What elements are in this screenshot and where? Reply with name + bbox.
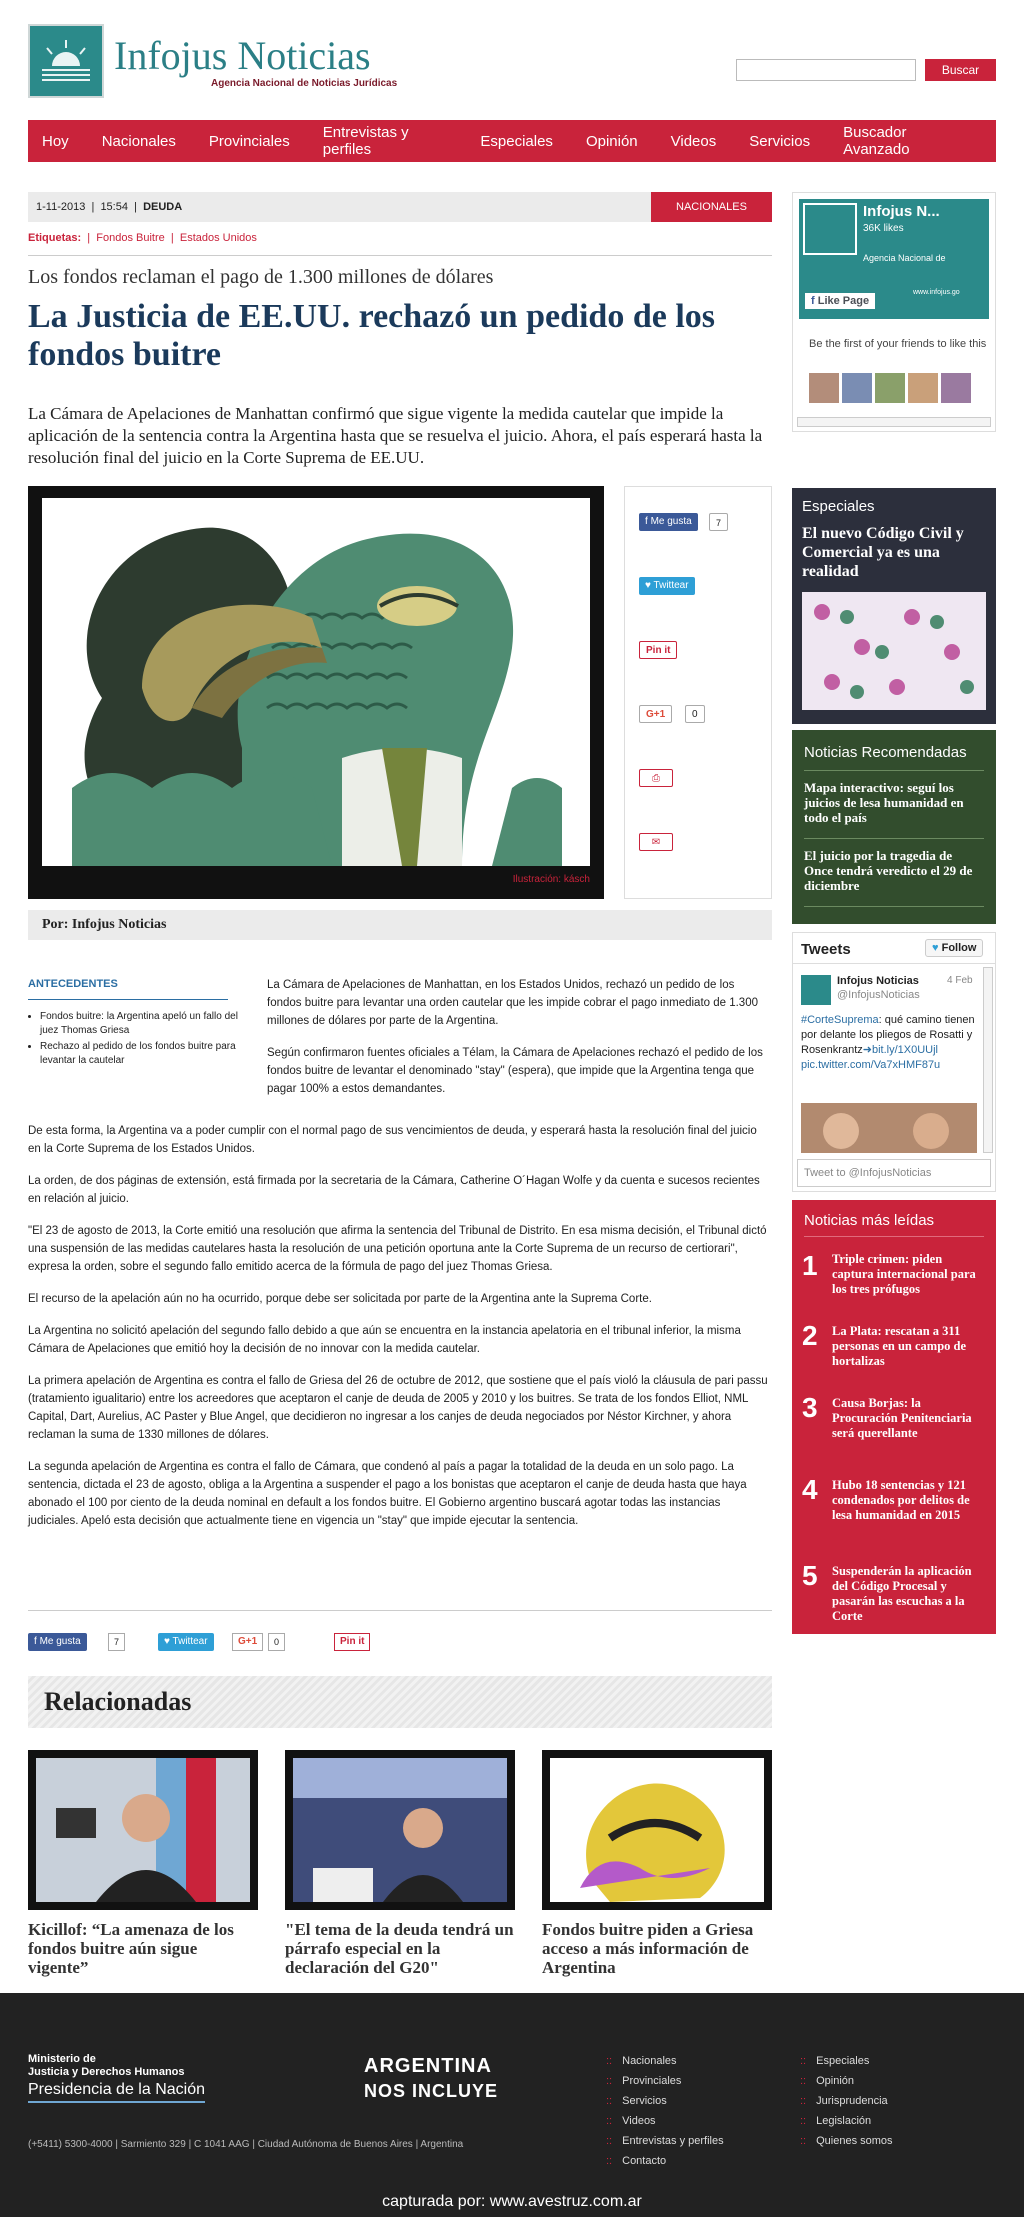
rank-number: 4 — [802, 1474, 818, 1505]
divider — [793, 963, 995, 964]
fb-like-label: Me gusta — [39, 1636, 81, 1647]
mas-leida-link[interactable]: La Plata: rescatan a 311 personas en un campo de hortalizas — [832, 1324, 967, 1368]
capture-credit: capturada por: www.avestruz.com.ar — [382, 2193, 642, 2210]
nav-opinion[interactable]: Opinión — [585, 132, 638, 150]
divider — [804, 838, 984, 839]
fb-friends-text: Be the first of your friends to like this — [809, 338, 987, 350]
footer-presidency-logo[interactable]: Presidencia de la Nación — [28, 2081, 205, 2103]
antecedentes-list — [28, 1010, 238, 1070]
recomendada-link[interactable]: El juicio por la tragedia de Once tendrá veredicto el 29 de diciembre — [804, 848, 973, 893]
recomendada-link[interactable]: Mapa interactivo: seguí los juicios de lesa humanidad en todo el país — [804, 780, 964, 825]
tweet-button-bottom[interactable] — [158, 1633, 214, 1651]
tweet-label: Twittear — [172, 1636, 208, 1647]
footer-link[interactable]: :: Contacto — [606, 2155, 666, 2167]
recomendadas-widget — [792, 730, 996, 924]
fb-page-name[interactable]: Infojus N... — [863, 203, 940, 220]
footer-ministry-line2: Justicia y Derechos Humanos — [28, 2066, 185, 2078]
related-heading: Relacionadas — [28, 1676, 772, 1728]
article-illustration[interactable] — [42, 498, 590, 866]
fb-like-page-button[interactable] — [805, 293, 875, 309]
divider — [28, 1610, 772, 1611]
facebook-widget — [792, 192, 996, 432]
tweet-date[interactable]: 4 Feb — [947, 975, 973, 986]
gplus-count: 0 — [268, 1633, 285, 1651]
tweet-link-text: bit.ly/1X0UUjl — [871, 1044, 939, 1056]
tweet-user[interactable]: Infojus Noticias — [837, 975, 919, 987]
email-icon[interactable]: ✉ — [639, 833, 673, 851]
tweet-link[interactable]: ➜bit.ly/1X0UUjl — [862, 1044, 939, 1056]
nav-servicios[interactable]: Servicios — [749, 132, 811, 150]
tags: Etiquetas: | Fondos Buitre | Estados Unidos — [28, 232, 257, 244]
twitter-bird-icon: ♥ — [164, 1636, 173, 1647]
fb-like-page-label: Like Page — [817, 295, 870, 307]
mas-leida-link[interactable]: Suspenderán la aplicación del Código Procesal y pasarán las escuchas a la Corte — [832, 1564, 972, 1623]
search-button[interactable]: Buscar — [925, 59, 996, 81]
search-input[interactable] — [736, 59, 916, 81]
nav-especiales[interactable]: Especiales — [480, 132, 553, 150]
footer-link[interactable]: :: Provinciales — [606, 2075, 681, 2087]
mas-leidas-widget — [792, 1200, 996, 1634]
nav-nacionales[interactable]: Nacionales — [101, 132, 176, 150]
tag-link[interactable]: Fondos Buitre — [96, 232, 165, 244]
related-image[interactable] — [28, 1750, 258, 1910]
tweet-pic-link[interactable]: pic.twitter.com/Va7xHMF87u — [801, 1059, 941, 1071]
paragraph: La primera apelación de Argentina es contra el fallo de Griesa del 26 de octubre de 2012, que sostiene que el país violó la cláusula de pari passu (tratamiento igualitario) entre los acreedores que aceptaron el canje de deuda de 2005 y 2010 y los buitres. Se trata de los fondos Elliot, NML Capital, Dart, Aurelius, AC Paster y Blue Angel, que decidieron no ingresar a los canjes de deuda negociados por Néstor Kirchner, y ahora reclaman la suma de 1330 millones de dólares. — [28, 1375, 768, 1441]
article-body — [28, 1122, 772, 1544]
avatar[interactable] — [941, 373, 971, 403]
related-title[interactable]: Kicillof: “La amenaza de los fondos buitre aún sigue vigente” — [28, 1920, 234, 1977]
main-nav — [28, 120, 996, 162]
category-badge[interactable]: NACIONALES — [651, 192, 772, 222]
tweet-text — [801, 1013, 977, 1073]
divider — [804, 770, 984, 771]
nav-videos[interactable]: Videos — [670, 132, 717, 150]
twitter-bird-icon: ♥ — [645, 580, 654, 591]
gplus-count: 0 — [685, 705, 705, 723]
facebook-icon: f — [645, 516, 651, 527]
footer-link[interactable]: :: Videos — [606, 2115, 656, 2127]
google-plus-button-bottom[interactable]: G+1 — [232, 1633, 263, 1651]
nav-buscador[interactable]: Buscador Avanzado — [843, 124, 910, 158]
fb-likes: 36K likes — [863, 223, 904, 234]
footer-link[interactable]: :: Quienes somos — [800, 2135, 893, 2147]
fb-like-count: 7 — [709, 513, 728, 531]
tweet-compose-input[interactable]: Tweet to @InfojusNoticias — [797, 1159, 991, 1187]
pinterest-button-bottom[interactable]: Pin it — [334, 1633, 370, 1651]
footer-link[interactable]: :: Opinión — [800, 2075, 854, 2087]
antecedentes-title: ANTECEDENTES — [28, 978, 118, 990]
paragraph: De esta forma, la Argentina va a poder cumplir con el normal pago de sus vencimientos de deuda, y esperará hasta la resolución final del juicio en la Corte Suprema de los Estados Unidos. — [28, 1125, 757, 1155]
tweet-button[interactable] — [639, 577, 695, 595]
follow-label: Follow — [941, 942, 977, 954]
footer-ministry-line1: Ministerio de — [28, 2053, 96, 2065]
divider — [804, 906, 984, 907]
fb-cover-text: Agencia Nacional de — [863, 253, 946, 263]
tweet-label: Twittear — [653, 580, 689, 591]
footer-link[interactable]: :: Servicios — [606, 2095, 667, 2107]
avatar[interactable] — [908, 373, 938, 403]
print-icon[interactable]: ⎙ — [639, 769, 673, 787]
paragraph: La Argentina no solicitó apelación del segundo fallo debido a que aún se encuentra en la instancia apelatoria en el tribunal inferior, la misma Cámara de Apelaciones que emitió hoy la decisión de no innovar con la medida cautelar. — [28, 1325, 741, 1355]
divider — [28, 999, 228, 1000]
fb-cover-url: www.infojus.go — [913, 289, 960, 296]
paragraph: La segunda apelación de Argentina es contra el fallo de Cámara, que condenó al país a pagar la totalidad de la deuda en un solo pago. La sentencia, dictada el 23 de agosto, obliga a la Argentina a suspender el pago a los bonistas que aceptaron el canje de deuda hasta que haya abonado el 100 por ciento de la deuda nominal en default a los fondos buitre. El Gobierno argentino buscará agotar todas las instancias judiciales. Apeló esta decisión que actualmente tiene en vigencia un "stay" que impide ejecutar la sentencia. — [28, 1461, 747, 1527]
paragraph: La Cámara de Apelaciones de Manhattan, en los Estados Unidos, rechazó un pedido de los fondos buitre para levantar una orden cautelar que les impide cobrar el pago inmediato de 1.300 millones de dólares por parte de la Argentina. — [267, 979, 758, 1027]
antecedente-link[interactable]: • Fondos buitre: la Argentina apeló un fallo del juez Thomas Griesa — [40, 1010, 238, 1038]
rank-number: 5 — [802, 1560, 818, 1591]
article-meta: 1-11-2013 | 15:54 | DEUDA — [28, 192, 651, 222]
especiales-image[interactable] — [802, 592, 986, 710]
footer — [0, 1993, 1024, 2217]
footer-link[interactable]: :: Especiales — [800, 2055, 869, 2067]
related-image[interactable] — [542, 1750, 772, 1910]
avatar[interactable] — [809, 373, 839, 403]
fb-like-count: 7 — [108, 1633, 125, 1651]
footer-link[interactable]: :: Legislación — [800, 2115, 871, 2127]
tweet-handle[interactable]: @InfojusNoticias — [837, 989, 920, 1001]
nav-entrevistas[interactable]: Entrevistas y perfiles — [322, 124, 409, 158]
tweet-body: : qué camino tienen por delante los pliegos de Rosatti y Rosenkrantz — [801, 1014, 975, 1056]
twitter-follow-button[interactable] — [925, 939, 983, 957]
tweet-avatar[interactable] — [801, 975, 831, 1005]
footer-link[interactable]: :: Nacionales — [606, 2055, 677, 2067]
brand-name[interactable]: Infojus Noticias — [114, 33, 371, 78]
divider — [804, 1236, 984, 1237]
fb-like-button[interactable] — [639, 513, 698, 531]
footer-address: (+5411) 5300-4000 | Sarmiento 329 | C 1041 AAG | Ciudad Autónoma de Buenos Aires | Argentina — [28, 2139, 464, 2150]
tags-label: Etiquetas: — [28, 232, 82, 244]
fb-like-button-bottom[interactable] — [28, 1633, 87, 1651]
footer-link[interactable]: :: Jurisprudencia — [800, 2095, 888, 2107]
article-body-side — [267, 976, 772, 1112]
mas-leida-link[interactable]: Causa Borjas: la Procuración Penitenciaria será querellante — [832, 1396, 972, 1440]
facebook-icon: f — [34, 1636, 40, 1647]
article-date: 1-11-2013 — [36, 201, 86, 213]
divider — [28, 255, 772, 256]
footer-link[interactable]: :: Entrevistas y perfiles — [606, 2135, 724, 2147]
share-panel — [624, 486, 772, 899]
avatar[interactable] — [875, 373, 905, 403]
nav-hoy[interactable]: Hoy — [42, 132, 69, 150]
vertical-scrollbar[interactable] — [983, 967, 993, 1153]
article-byline: Por: Infojus Noticias — [28, 910, 772, 940]
footer-argentina-line2: NOS INCLUYE — [364, 2081, 499, 2101]
related-image[interactable] — [285, 1750, 515, 1910]
fb-friend-avatars — [809, 373, 971, 403]
twitter-bird-icon: ♥ — [932, 942, 942, 954]
nav-provinciales[interactable]: Provinciales — [208, 132, 290, 150]
paragraph: La orden, de dos páginas de extensión, está firmada por la secretaria de la Cámara, Catherine O´Hagan Wolfe y da cuenta e sucesos recientes en relación al juicio. — [28, 1175, 760, 1205]
avatar[interactable] — [842, 373, 872, 403]
image-caption: Ilustración: kásch — [512, 874, 590, 885]
pinterest-button[interactable]: Pin it — [639, 641, 677, 659]
tweet-hashtag[interactable]: #CorteSuprema — [801, 1014, 879, 1026]
paragraph: Según confirmaron fuentes oficiales a Télam, la Cámara de Apelaciones rechazó el pedido de los fondos buitre de levantar el denominado "stay" (espera), que impide que la Argentina tenga que pagar 100% a estos demandantes. — [267, 1047, 763, 1095]
tweets-heading: Tweets — [801, 941, 851, 958]
facebook-icon: f — [811, 295, 818, 307]
article-lead: La Cámara de Apelaciones de Manhattan confirmó que sigue vigente la medida cautelar que impide la aplicación de la sentencia contra la Argentina hasta que se resuelva el juicio. Ahora, el país esperará hasta la resolución final del juicio en la Corte Suprema de EE.UU. — [28, 404, 763, 467]
article-title: La Justicia de EE.UU. rechazó un pedido de los fondos buitre — [28, 298, 716, 373]
article-section[interactable]: DEUDA — [143, 201, 183, 213]
footer-argentina-line1: ARGENTINA — [364, 2055, 492, 2077]
especiales-title[interactable]: El nuevo Código Civil y Comercial ya es una realidad — [802, 525, 964, 580]
rank-number: 3 — [802, 1392, 818, 1423]
rank-number: 2 — [802, 1320, 818, 1351]
fb-page-logo[interactable] — [803, 203, 857, 255]
paragraph: "El 23 de agosto de 2013, la Corte emitió una resolución que afirma la sentencia del Tribunal de Distrito. En esa misma decisión, el Tribunal dictó una suspensión de las medidas cautelares hasta la resolución de una petición oportuna ante la Corte Suprema de un recurso de certiorari", expresa la orden, sobre el segundo fallo emitido acerca de la fórmula de pago del juez Thomas Griesa. — [28, 1225, 767, 1273]
mas-leida-link[interactable]: Hubo 18 sentencias y 121 condenados por delitos de lesa humanidad en 2015 — [832, 1478, 970, 1522]
paragraph: El recurso de la apelación aún no ha ocurrido, porque debe ser solicitada por parte de la Argentina ante la Suprema Corte. — [28, 1293, 652, 1305]
article-kicker: Los fondos reclaman el pago de 1.300 millones de dólares — [28, 266, 494, 288]
tweet-image[interactable] — [801, 1103, 977, 1153]
antecedente-link[interactable]: • Rechazo al pedido de los fondos buitre para levantar la cautelar — [40, 1040, 238, 1068]
related-title[interactable]: "El tema de la deuda tendrá un párrafo especial en la declaración del G20" — [285, 1920, 514, 1977]
especiales-widget — [792, 488, 996, 724]
google-plus-button[interactable]: G+1 — [639, 705, 672, 723]
tag-link[interactable]: Estados Unidos — [179, 232, 257, 244]
horizontal-scrollbar[interactable] — [797, 417, 991, 427]
especiales-heading: Especiales — [802, 498, 875, 515]
twitter-widget — [792, 932, 996, 1192]
brand-subtitle: Agencia Nacional de Noticias Jurídicas — [211, 78, 398, 89]
mas-leidas-heading: Noticias más leídas — [804, 1212, 935, 1229]
rank-number: 1 — [802, 1250, 818, 1281]
fb-like-label: Me gusta — [650, 516, 692, 527]
mas-leida-link[interactable]: Triple crimen: piden captura internacional para los tres prófugos — [832, 1252, 976, 1296]
article-time: 15:54 — [100, 201, 128, 213]
site-logo[interactable] — [28, 24, 104, 98]
recomendadas-heading: Noticias Recomendadas — [804, 744, 967, 761]
related-title[interactable]: Fondos buitre piden a Griesa acceso a más información de Argentina — [542, 1920, 754, 1977]
